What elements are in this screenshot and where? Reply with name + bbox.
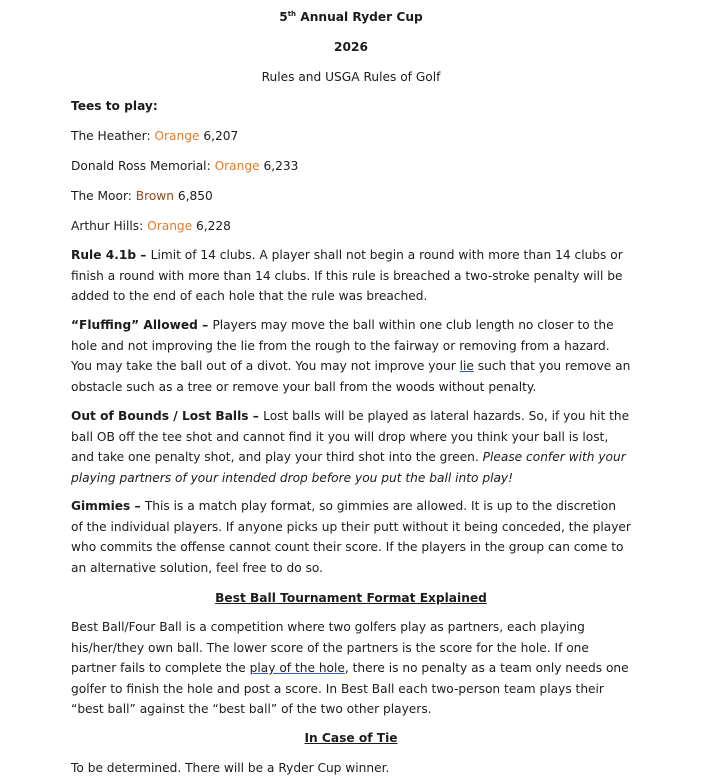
document-subtitle: Rules and USGA Rules of Golf (261, 70, 441, 84)
tee-course: The Heather: (71, 129, 155, 143)
document-title (71, 8, 631, 26)
rule-text: This is a match play format, so gimmies are allowed. It is up to the discretion of the individual players. If anyone picks up their putt without it being conceded, the player who commits the offense cannot count their score. If the players in the group can come to an alternative solution, feel free to do so. (71, 499, 631, 575)
rule-text: Players may move the ball within one club length no closer to the hole and not improving the lie from the rough to the fairway or removing from a hazard. You may take the ball out of a divot. You may not improve your (71, 318, 614, 373)
tee-course: Donald Ross Memorial: (71, 159, 215, 173)
best-ball-paragraph (71, 617, 631, 720)
rule-label: Rule 4.1b – (71, 248, 151, 262)
rule-text: Lost balls will be played as lateral hazards. So, if you hit the ball OB off the tee shot and cannot find it you will drop where you think your ball is lost, and take one penalty shot, and play your third shot into the green. (71, 409, 630, 464)
tee-color: Orange (154, 129, 200, 143)
rule-text: Limit of 14 clubs. A player shall not begin a round with more than 14 clubs or finish a round with more than 14 clubs. If this rule is breached a two-stroke penalty will be added to the end of each hole that the rule was breached. (71, 248, 623, 303)
title-superscript: th (287, 9, 297, 18)
tee-color: Orange (214, 159, 260, 173)
rule-text: such that you remove an obstacle such as a tree or remove your ball from the woods without penalty. (71, 359, 631, 394)
best-ball-heading: Best Ball Tournament Format Explained (215, 591, 487, 605)
tee-item (71, 187, 213, 205)
tee-color: Brown (135, 189, 175, 203)
rule-italic-note: Please confer with your playing partners of your intended drop before you put the ball into play! (71, 450, 626, 485)
tee-yards: 6,233 (259, 159, 299, 173)
rule-label: Gimmies – (71, 499, 145, 513)
tee-course: Arthur Hills: (71, 219, 148, 233)
tees-heading: Tees to play: (71, 99, 158, 113)
tee-yards: 6,228 (192, 219, 231, 233)
tee-color: Orange (147, 219, 193, 233)
best-ball-text: , there is no penalty as a team only needs one golfer to finish the hole and post a score. In Best Ball each two-person team plays their “best ball” against the “best ball” of the two other players. (71, 661, 629, 716)
title-text: Annual Ryder Cup (296, 10, 423, 24)
rule-label: “Fluffing” Allowed – (71, 318, 213, 332)
tee-item (71, 127, 238, 145)
tie-heading: In Case of Tie (304, 731, 398, 745)
tie-text: To be determined. There will be a Ryder Cup winner. (71, 761, 390, 775)
tee-yards: 6,207 (199, 129, 239, 143)
lie-link[interactable]: lie (459, 359, 474, 373)
tee-item (71, 217, 231, 235)
play-of-the-hole-link[interactable]: play of the hole (249, 661, 345, 675)
rule-label: Out of Bounds / Lost Balls – (71, 409, 264, 423)
document-year: 2026 (334, 40, 368, 54)
best-ball-text: Best Ball/Four Ball is a competition where two golfers play as partners, each playing his/her/they own ball. The lower score of the partners is the score for the hole. If one partner fails to complete the (71, 620, 589, 675)
out-of-bounds-paragraph (71, 406, 631, 488)
tee-course: The Moor: (71, 189, 136, 203)
title-number: 5 (279, 10, 288, 24)
fluffing-paragraph (71, 315, 631, 397)
tee-item (71, 157, 298, 175)
tee-yards: 6,850 (174, 189, 213, 203)
gimmies-paragraph (71, 496, 631, 578)
rule-4-1b-paragraph (71, 245, 631, 307)
